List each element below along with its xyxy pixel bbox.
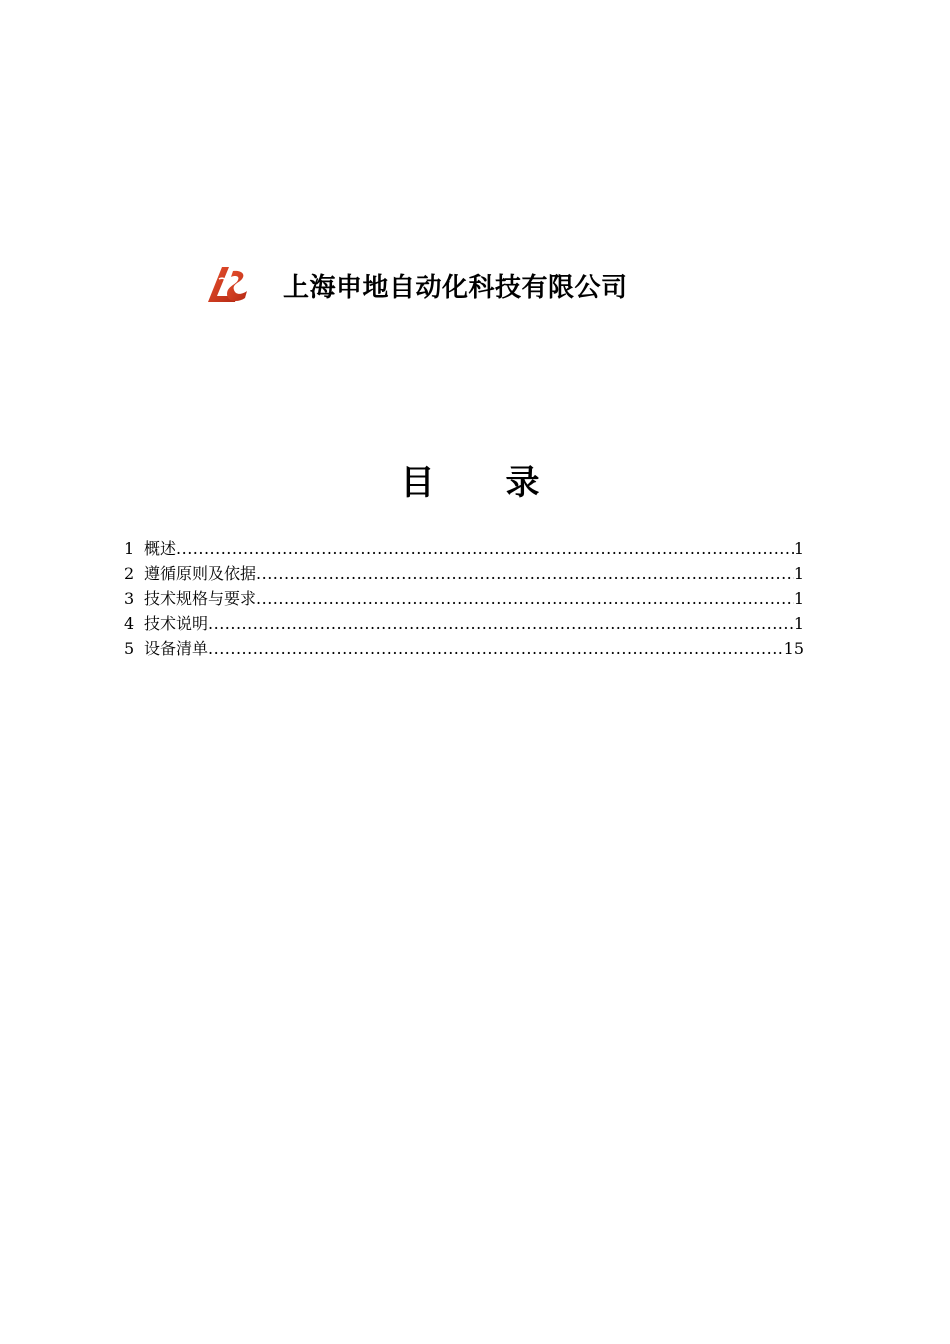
toc-entry-page: 15 — [783, 639, 804, 658]
toc-entry-label: 设备清单 — [144, 639, 209, 658]
toc-dot-leader — [256, 561, 794, 586]
company-logo-icon — [205, 265, 251, 305]
toc-entry-equipment-list[interactable] — [124, 636, 804, 661]
toc-entry-specifications[interactable] — [124, 586, 804, 611]
toc-entry-principles[interactable] — [124, 561, 804, 586]
company-name: 上海申地自动化科技有限公司 — [283, 272, 628, 303]
toc-entry-label: 技术说明 — [144, 614, 209, 633]
toc-entry-number: 5 — [124, 639, 135, 658]
toc-title: 目 录 — [400, 463, 540, 503]
toc-entry-technical-description[interactable] — [124, 611, 804, 636]
toc-entry-page: 1 — [793, 614, 804, 633]
toc-entry-number: 4 — [124, 614, 135, 633]
toc-entry-number: 1 — [124, 539, 135, 558]
table-of-contents — [124, 536, 804, 661]
toc-entry-page: 1 — [793, 539, 804, 558]
toc-dot-leader — [176, 536, 794, 561]
toc-entry-number: 2 — [124, 564, 135, 583]
toc-entry-page: 1 — [793, 564, 804, 583]
toc-entry-label: 技术规格与要求 — [144, 589, 257, 608]
toc-entry-label: 遵循原则及依据 — [144, 564, 257, 583]
toc-dot-leader — [256, 586, 794, 611]
toc-dot-leader — [208, 611, 794, 636]
toc-entry-number: 3 — [124, 589, 135, 608]
toc-entry-label: 概述 — [144, 539, 177, 558]
toc-dot-leader — [208, 636, 784, 661]
company-header — [205, 262, 628, 308]
toc-entry-overview[interactable] — [124, 536, 804, 561]
toc-entry-page: 1 — [793, 589, 804, 608]
